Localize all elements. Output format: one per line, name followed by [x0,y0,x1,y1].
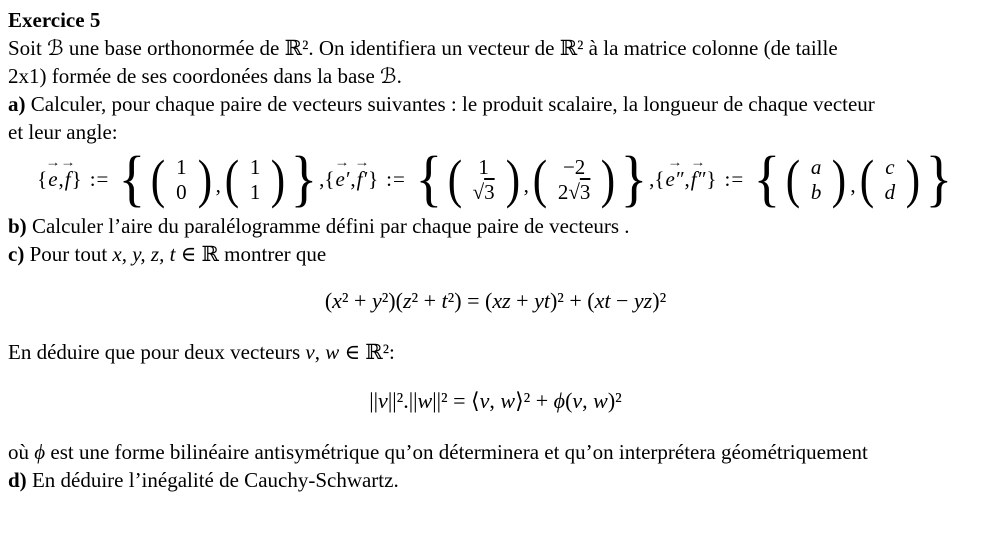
norms-equation: ||v||².||w||² = ⟨v, w⟩² + ϕ(v, w)² [369,387,622,413]
set-brace-close: } [620,145,648,213]
vector-cell: 1 [176,154,187,179]
paren-close: ) [197,149,212,210]
set-brace-open: { [753,145,781,213]
paren-open: ( [224,149,240,210]
pair-name-e2-f2 [654,155,752,192]
deduce-line: En déduire que pour deux vecteurs v, w ∈ ℝ²: [8,339,395,364]
comma: , [523,172,529,197]
comma: , [850,172,856,197]
intro-line-1: Soit ℬ une base orthonormée de ℝ². On identifiera un vecteur de ℝ² à la matrice colonne (de taille [8,36,838,60]
vector-e-prime-letter: e′ [335,167,350,192]
vector-e-second [665,155,684,192]
brace-open: { [654,167,665,192]
vector-cell: b [810,179,822,204]
item-a-line-1: a) Calculer, pour chaque paire de vecteurs suivantes : le produit scalaire, la longueur de chaque vecteur [8,92,875,116]
paren-open: ( [859,149,874,210]
comma: , [215,172,221,197]
vector-f-second-letter: f″ [690,167,706,192]
paren-close: ) [905,149,921,210]
assign-symbol: := [89,167,110,192]
pair-name-e-f [37,155,117,192]
column-vector-a-b [784,149,848,210]
item-b-line: b) Calculer l’aire du paralélogramme défini par chaque paire de vecteurs . [8,213,630,238]
column-cells [241,155,270,205]
vector-cell: −2 [562,154,586,179]
vector-f-second [690,155,706,192]
set-brace-open: { [415,145,443,213]
vector-arrow-icon: → [354,155,370,170]
vector-f-letter: f [64,167,71,192]
paren-close: ) [505,149,520,210]
intro-line-2: 2x1) formée de ses coordonées dans la base ℬ. [8,64,402,88]
vector-pairs-display [8,145,983,213]
exercise-title: Exercice 5 [8,8,101,32]
paren-close: ) [271,149,286,210]
comma: , [684,167,690,192]
vector-cell: 1 [249,179,261,204]
brace-open: { [324,167,335,192]
identity-equation: (x² + y²)(z² + t²) = (xz + yt)² + (xt − yz)² [324,287,667,313]
brace-close: } [706,167,717,192]
column-cells [167,155,196,205]
vector-cell: a [810,154,822,179]
paren-open: ( [785,149,801,210]
column-cells [802,155,831,205]
vector-cell: c [885,154,895,179]
paren-open: ( [447,149,462,210]
item-c-line: c) Pour tout x, y, z, t ∈ ℝ montrer que [8,241,327,266]
vector-f-prime [354,155,370,192]
brace-close: } [71,167,82,192]
vector-f [60,155,76,192]
column-cells [549,155,600,205]
vector-e-prime [334,155,350,192]
comma: , [319,167,325,192]
vector-cell: 1 [249,154,261,179]
column-vector-c-d [858,149,922,210]
vector-arrow-icon: → [45,155,61,170]
vector-arrow-icon: → [334,155,350,170]
set-brace-close: } [290,145,318,213]
paren-close: ) [832,149,847,210]
column-vector-f [223,149,287,210]
vector-f-prime-letter: f′ [356,167,368,192]
item-a-line-2: et leur angle: [8,120,118,144]
vector-arrow-icon: → [667,155,682,170]
vector-arrow-icon: → [60,155,76,170]
vector-cell: √3 [472,179,495,204]
column-vector-e [149,149,213,210]
comma: , [58,167,64,192]
assign-symbol: := [386,167,406,192]
column-cells [464,155,504,205]
set-brace-open: { [118,145,146,213]
paren-open: ( [150,149,166,210]
phi-definition-line: où ϕ est une forme bilinéaire antisymétrique qu’on déterminera et qu’on interprétera géométriquement [8,439,868,464]
vector-e-second-letter: e″ [665,167,684,192]
vector-cell: 2√3 [557,179,591,204]
vector-cell: 1 [478,154,489,179]
vector-e [45,155,61,192]
column-vector-f-prime [531,149,618,210]
paren-close: ) [601,149,616,210]
vector-e-letter: e [48,167,58,192]
vector-arrow-icon: → [690,155,706,170]
vector-cell: 0 [176,179,187,204]
brace-open: { [37,167,48,192]
brace-close: } [368,167,379,192]
comma: , [649,167,655,192]
set-brace-close: } [925,145,953,213]
vector-cell: d [884,179,896,204]
paren-open: ( [532,149,548,210]
comma: , [350,167,356,192]
assign-symbol: := [724,167,745,192]
column-cells [876,155,905,205]
pair-name-e1-f1 [324,155,413,192]
column-vector-e-prime [446,149,522,210]
item-d-line: d) En déduire l’inégalité de Cauchy-Schwartz. [8,467,399,492]
